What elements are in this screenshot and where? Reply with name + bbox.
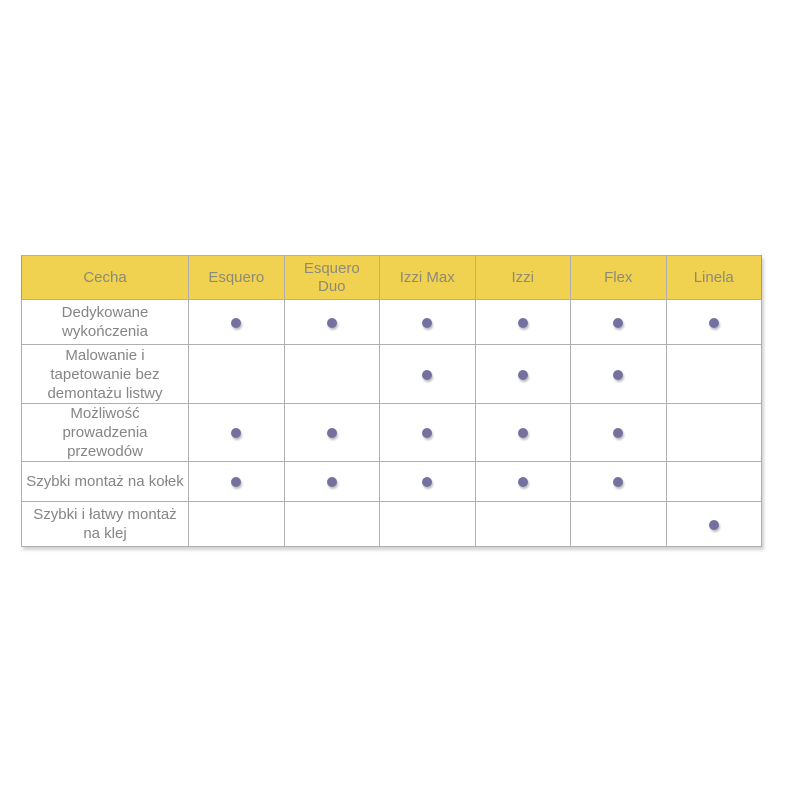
table-body xyxy=(22,300,762,547)
table-row xyxy=(22,462,762,502)
availability-dot-icon xyxy=(327,318,337,328)
column-header-izzi-max: Izzi Max xyxy=(380,256,476,300)
feature-available-cell xyxy=(380,404,476,462)
table-header xyxy=(22,256,762,300)
availability-dot-icon xyxy=(709,520,719,530)
availability-dot-icon xyxy=(613,318,623,328)
feature-name-cell: Możliwość prowadzenia przewodów xyxy=(22,404,189,462)
availability-dot-icon xyxy=(518,318,528,328)
availability-dot-icon xyxy=(518,428,528,438)
feature-available-cell xyxy=(380,300,476,345)
availability-dot-icon xyxy=(709,318,719,328)
feature-available-cell xyxy=(571,404,667,462)
feature-available-cell xyxy=(189,404,285,462)
feature-empty-cell xyxy=(284,502,380,547)
feature-empty-cell xyxy=(666,404,762,462)
feature-available-cell xyxy=(571,300,667,345)
table-row xyxy=(22,300,762,345)
availability-dot-icon xyxy=(613,370,623,380)
column-header-izzi: Izzi xyxy=(475,256,571,300)
table-row xyxy=(22,404,762,462)
feature-available-cell xyxy=(571,345,667,404)
feature-available-cell xyxy=(475,345,571,404)
feature-empty-cell xyxy=(571,502,667,547)
feature-comparison-section xyxy=(21,255,762,547)
feature-available-cell xyxy=(475,404,571,462)
feature-empty-cell xyxy=(666,345,762,404)
feature-empty-cell xyxy=(189,345,285,404)
availability-dot-icon xyxy=(422,370,432,380)
feature-empty-cell xyxy=(380,502,476,547)
availability-dot-icon xyxy=(231,428,241,438)
availability-dot-icon xyxy=(613,428,623,438)
availability-dot-icon xyxy=(422,477,432,487)
feature-available-cell xyxy=(189,462,285,502)
feature-available-cell xyxy=(666,502,762,547)
column-header-flex: Flex xyxy=(571,256,667,300)
feature-name-cell: Dedykowane wykończenia xyxy=(22,300,189,345)
feature-empty-cell xyxy=(475,502,571,547)
availability-dot-icon xyxy=(327,477,337,487)
feature-available-cell xyxy=(571,462,667,502)
feature-available-cell xyxy=(284,462,380,502)
availability-dot-icon xyxy=(327,428,337,438)
feature-available-cell xyxy=(475,462,571,502)
availability-dot-icon xyxy=(422,318,432,328)
availability-dot-icon xyxy=(422,428,432,438)
feature-empty-cell xyxy=(189,502,285,547)
feature-available-cell xyxy=(189,300,285,345)
feature-available-cell xyxy=(475,300,571,345)
feature-available-cell xyxy=(284,300,380,345)
table-row xyxy=(22,502,762,547)
availability-dot-icon xyxy=(518,370,528,380)
availability-dot-icon xyxy=(231,318,241,328)
availability-dot-icon xyxy=(613,477,623,487)
feature-available-cell xyxy=(380,462,476,502)
feature-empty-cell xyxy=(284,345,380,404)
table-row xyxy=(22,345,762,404)
feature-name-cell: Szybki montaż na kołek xyxy=(22,462,189,502)
feature-name-cell: Szybki i łatwy montaż na klej xyxy=(22,502,189,547)
availability-dot-icon xyxy=(518,477,528,487)
column-header-feature: Cecha xyxy=(22,256,189,300)
feature-name-cell: Malowanie i tapetowanie bez demontażu listwy xyxy=(22,345,189,404)
feature-comparison-table xyxy=(21,255,762,547)
availability-dot-icon xyxy=(231,477,241,487)
column-header-esquero: Esquero xyxy=(189,256,285,300)
feature-available-cell xyxy=(380,345,476,404)
feature-empty-cell xyxy=(666,462,762,502)
header-row xyxy=(22,256,762,300)
column-header-esquero-duo: Esquero Duo xyxy=(284,256,380,300)
column-header-linela: Linela xyxy=(666,256,762,300)
feature-available-cell xyxy=(284,404,380,462)
feature-available-cell xyxy=(666,300,762,345)
